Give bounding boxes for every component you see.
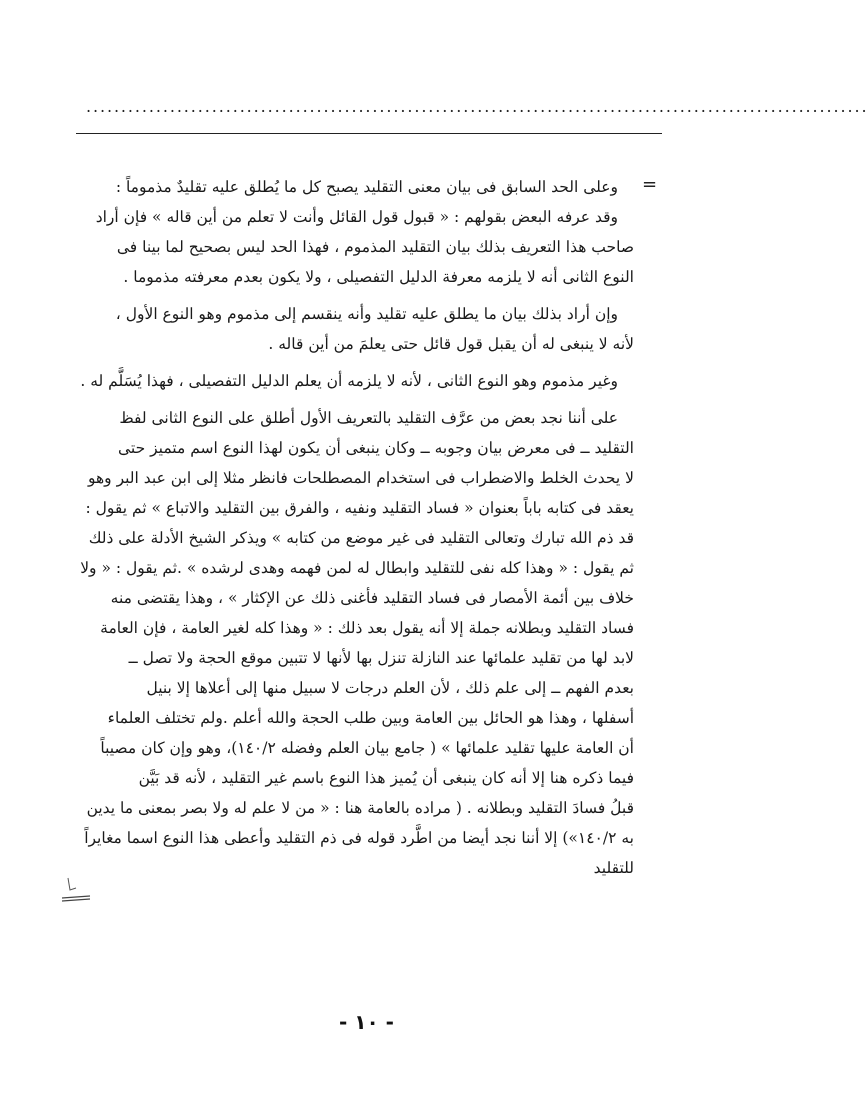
text-line: لابد لها من تقليد علمائها عند النازلة تنزل بها لأنها لا تتبين موقع الحجة ولا تصل ــ [128, 649, 634, 667]
text-body [74, 172, 634, 883]
text-line: وإن أراد بذلك بيان ما يطلق عليه تقليد وأنه ينقسم إلى مذموم وهو النوع الأول ، [115, 305, 618, 323]
scan-artifact-mark [54, 876, 94, 906]
text-line: يعقد فى كتابه باباً بعنوان « فساد التقليد ونفيه ، والفرق بين التقليد والاتباع » ثم يقول : [85, 499, 634, 517]
text-line: للتقليد [593, 859, 634, 877]
text-line: ثم يقول : « وهذا كله نفى للتقليد وابطال له لمن فهمه وهدى لرشده » .ثم يقول : « ولا [80, 559, 634, 577]
text-line: وغير مذموم وهو النوع الثانى ، لأنه لا يلزمه أن يعلم الدليل التفصيلى ، فهذا يُسَلَّم له . [80, 372, 618, 390]
text-line: خلاف بين أئمة الأمصار فى فساد التقليد فأغنى ذلك عن الإكثار » ، وهذا يقتضى منه [110, 589, 634, 607]
text-line: النوع الثانى أنه لا يلزمه معرفة الدليل التفصيلى ، ولا يكون بعدم معرفته مذموما . [123, 268, 634, 286]
text-line: صاحب هذا التعريف بذلك بيان التقليد المذموم ، فهذا الحد ليس بصحيح لما بينا فى [116, 238, 634, 256]
text-line: قبلُ فسادَ التقليد وبطلانه . ( مراده بالعامة هنا : « من لا علم له ولا بصر بمعنى ما يدين [86, 799, 634, 817]
page-number: - ١٠ - [339, 1010, 394, 1034]
text-line: التقليد ــ فى معرض بيان وجوبه ــ وكان ينبغى أن يكون لهذا النوع اسم متميز حتى [118, 439, 634, 457]
margin-mark: = [642, 174, 658, 195]
text-line: لأنه لا ينبغى له أن يقبل قول قائل حتى يعلمَ من أين قاله . [268, 335, 634, 353]
header-rule [76, 133, 662, 134]
header-dotted-line: ................................................................................................................ [86, 97, 868, 116]
text-line: على أننا نجد بعض من عرَّف التقليد بالتعريف الأول أطلق على النوع الثانى لفظ [119, 409, 618, 427]
text-line: به ١٤٠/٢») إلا أننا نجد أيضا من اطَّرد قوله فى ذم التقليد وأعطى هذا النوع اسما مغايراً [84, 829, 634, 847]
text-line: فيما ذكره هنا إلا أنه كان ينبغى أن يُميز هذا النوع باسم غير التقليد ، لأنه قد بَيَّن [138, 769, 634, 787]
text-line: أسفلها ، وهذا هو الحائل بين العامة وبين طلب الحجة والله أعلم .ولم تختلف العلماء [107, 709, 634, 727]
text-line: أن العامة عليها تقليد علمائها » ( جامع بيان العلم وفضله ١٤٠/٢)، وهو وإن كان مصيباً [100, 739, 634, 757]
text-line: وقد عرفه البعض بقولهم : « قبول قول القائل وأنت لا تعلم من أين قاله » فإن أراد [95, 208, 618, 226]
text-line: وعلى الحد السابق فى بيان معنى التقليد يصبح كل ما يُطلق عليه تقليدٌ مذموماً : [115, 178, 618, 196]
text-line: فساد التقليد وبطلانه جملة إلا أنه يقول بعد ذلك : « وهذا كله لغير العامة ، فإن العامة [100, 619, 634, 637]
text-line: لا يحدث الخلط والاضطراب فى استخدام المصطلحات فانظر مثلا إلى ابن عبد البر وهو [87, 469, 634, 487]
text-line: بعدم الفهم ــ إلى علم ذلك ، لأن العلم درجات لا سبيل منها إلى أعلاها إلا بنيل [146, 679, 634, 697]
text-line: قد ذم الله تبارك وتعالى التقليد فى غير موضع من كتابه » ويذكر الشيخ الأدلة على ذلك [88, 529, 634, 547]
